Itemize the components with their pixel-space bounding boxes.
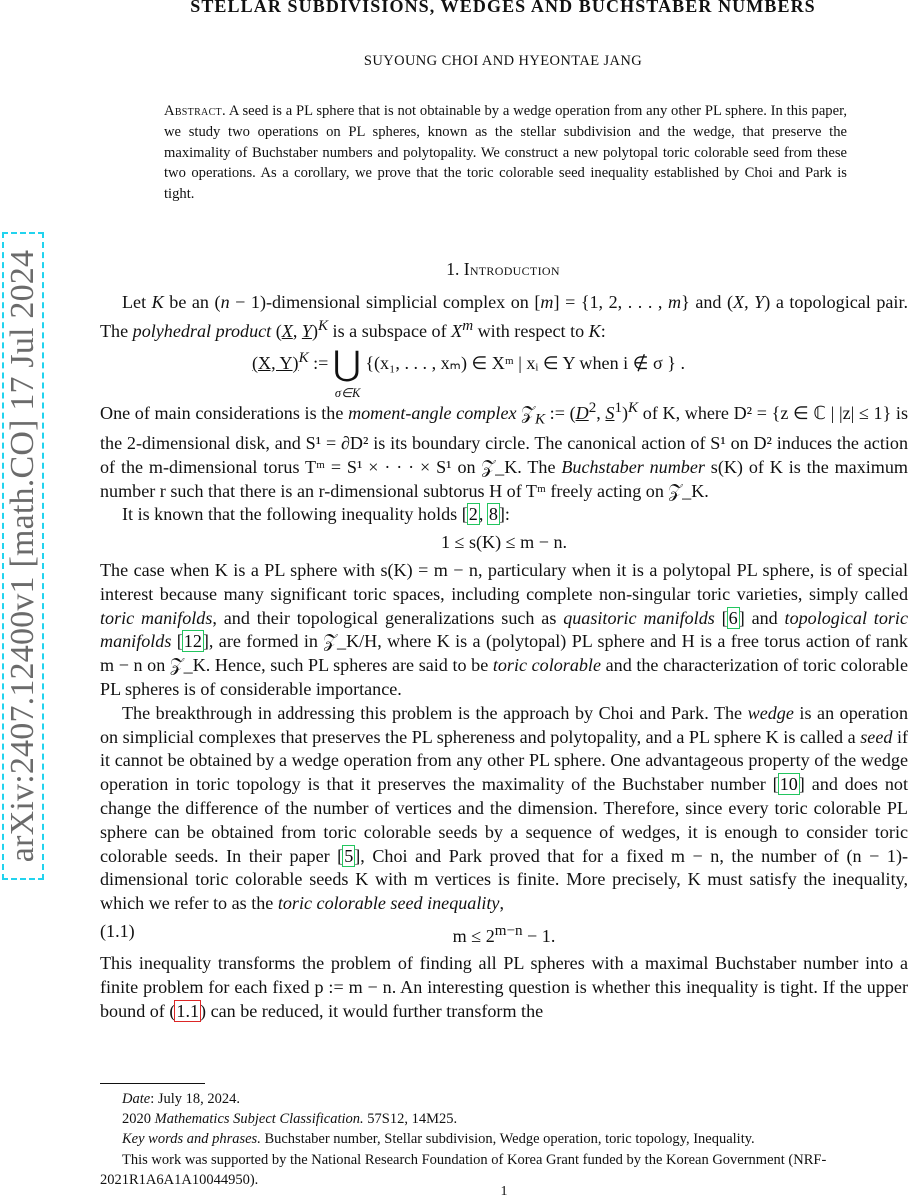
equation-1-1: [100, 920, 908, 948]
arxiv-stamp-text[interactable]: arXiv:2407.12400v1 [math.CO] 17 Jul 2024: [4, 249, 41, 863]
term-moment-angle-complex: moment-angle complex: [348, 402, 517, 423]
citation-link[interactable]: 10: [779, 774, 798, 795]
abstract-label: Abstract.: [164, 103, 226, 119]
term-polyhedral-product: polyhedral product: [132, 320, 272, 341]
footnote-grant: This work was supported by the National Research Foundation of Korea Grant funded by the Korean Government (NRF-2021R1A6A1A10044950).: [100, 1151, 827, 1188]
paragraph-toric-colorable: The case when K is a PL sphere with s(K) = m − n, particulary when it is a polytopal PL sphere, is of special interest because many significant toric spaces, including complete non-singular toric varieties, simply called toric manifolds, and their topological generalizations such as quasitoric manifolds [6] and topological toric manifolds [12], are formed in 𝒵_K/H, where K is a (polytopal) PL sphere and H is a free torus action of rank m − n on 𝒵_K. Hence, such PL spheres are said to be toric colorable and the characterization of toric colorable PL spheres is of considerable importance.: [100, 560, 908, 700]
term-quasitoric-manifolds: quasitoric manifolds: [563, 607, 715, 628]
paragraph-tightness: This inequality transforms the problem of finding all PL spheres with a maximal Buchstaber number into a finite problem for each fixed p := m − n. An interesting question is whether this inequality is tight. If the upper bound of (1.1) can be reduced, it would further transform the: [100, 953, 908, 1021]
arxiv-identifier-stamp[interactable]: [2, 232, 44, 880]
footnote-divider: [100, 1083, 205, 1084]
term-wedge: wedge: [747, 702, 794, 723]
abstract-text: A seed is a PL sphere that is not obtainable by a wedge operation from any other PL sphere. In this paper, we study two operations on PL spheres, known as the stellar subdivision and the wedge, that preserve the maximality of Buchstaber numbers and polytopality. We construct a new polytopal toric colorable seed from these two operations. As a corollary, we prove that the toric colorable seed inequality established by Choi and Park is tight.: [164, 103, 848, 203]
paragraph-wedge-seed: The breakthrough in addressing this problem is the approach by Choi and Park. The wedge is an operation on simplicial complexes that preserves the PL sphereness and polytopality, and a PL sphere K is called a seed if it cannot be obtained by a wedge operation from any other PL sphere. One advantageous property of the wedge operation in toric topology is that it preserves the maximality of the Buchstaber number [10] and does not change the difference of the number of vertices and the dimension. Therefore, since every toric colorable PL sphere can be obtained from toric colorable seeds by a sequence of wedges, it is enough to consider toric colorable seeds. In their paper [5], Choi and Park proved that for a fixed m − n, the number of (n − 1)-dimensional toric colorable seeds K with m vertices is finite. More precisely, K must satisfy the inequality, which we refer to as the toric colorable seed inequality,: [100, 702, 908, 914]
union-index: σ∈K: [334, 385, 361, 400]
equation-tag: (1.1): [100, 921, 135, 941]
section-number: 1.: [446, 259, 460, 279]
body-text: [100, 291, 908, 1023]
abstract: [164, 101, 847, 205]
term-toric-colorable-seed-inequality: toric colorable seed inequality: [277, 893, 500, 914]
citation-link[interactable]: 8: [488, 504, 498, 525]
term-buchstaber-number: Buchstaber number: [561, 456, 705, 477]
equation-polyhedral-product: (X, Y)$^K$ := ⋃ σ∈K {(x₁, . . . , xₘ) ∈ Xᵐ | xᵢ ∈ Y when i ∉ σ } .: [100, 347, 908, 395]
equation-reference-link[interactable]: 1.1: [176, 1000, 200, 1021]
term-toric-manifolds: toric manifolds: [100, 607, 213, 628]
equation-buchstaber-bound: 1 ≤ s(K) ≤ m − n.: [440, 532, 568, 553]
term-toric-colorable: toric colorable: [492, 655, 601, 676]
paper-authors: SUYOUNG CHOI AND HYEONTAE JANG: [363, 53, 643, 69]
citation-link[interactable]: 6: [728, 607, 738, 628]
citation-link[interactable]: 5: [344, 845, 354, 866]
footnote-keywords: Key words and phrases. Buchstaber number, Stellar subdivision, Wedge operation, toric topology, Inequality.: [122, 1131, 755, 1148]
section-title: Introduction: [463, 259, 560, 279]
footnotes: [100, 1089, 908, 1190]
paragraph-polyhedral-product: Let K be an (n − 1)-dimensional simplicial complex on [m] = {1, 2, . . . , m} and (X, Y) a topological pair. The polyhedral product (X, Y)$^K$ is a subspace of $X^m$ with respect to K:: [100, 292, 908, 341]
paper-title: STELLAR SUBDIVISIONS, WEDGES AND BUCHSTABER NUMBERS: [190, 0, 816, 16]
footnote-msc: 2020 Mathematics Subject Classification. 57S12, 14M25.: [122, 1111, 458, 1128]
term-seed: seed: [860, 726, 893, 747]
equation-1-1-body: $m \le 2^{m-n} - 1$.: [452, 923, 556, 947]
section-heading: [100, 259, 906, 280]
union-symbol: ⋃ σ∈K: [333, 346, 361, 383]
paragraph-inequality-intro: It is known that the following inequality holds [2, 8]:: [122, 504, 510, 525]
footnote-date: Date: July 18, 2024.: [122, 1091, 241, 1107]
term-topological-toric-manifolds: topological toric manifolds: [100, 607, 908, 652]
page-number: 1: [500, 1184, 508, 1199]
citation-link[interactable]: 12: [183, 631, 202, 652]
citation-link[interactable]: 2: [468, 504, 478, 525]
paragraph-moment-angle: One of main considerations is the moment-angle complex 𝒵$_K$ := ($D^2$, $S^1)^K$ of K, where D² = {z ∈ ℂ | |z| ≤ 1} is the 2-dimensional disk, and S¹ = ∂D² is its boundary circle. The canonical action of S¹ on D² induces the action of the m-dimensional torus Tᵐ = S¹ × · · · × S¹ on 𝒵_K. The Buchstaber number s(K) of K is the maximum number r such that there is an r-dimensional subtorus H of Tᵐ freely acting on 𝒵_K.: [100, 399, 908, 501]
